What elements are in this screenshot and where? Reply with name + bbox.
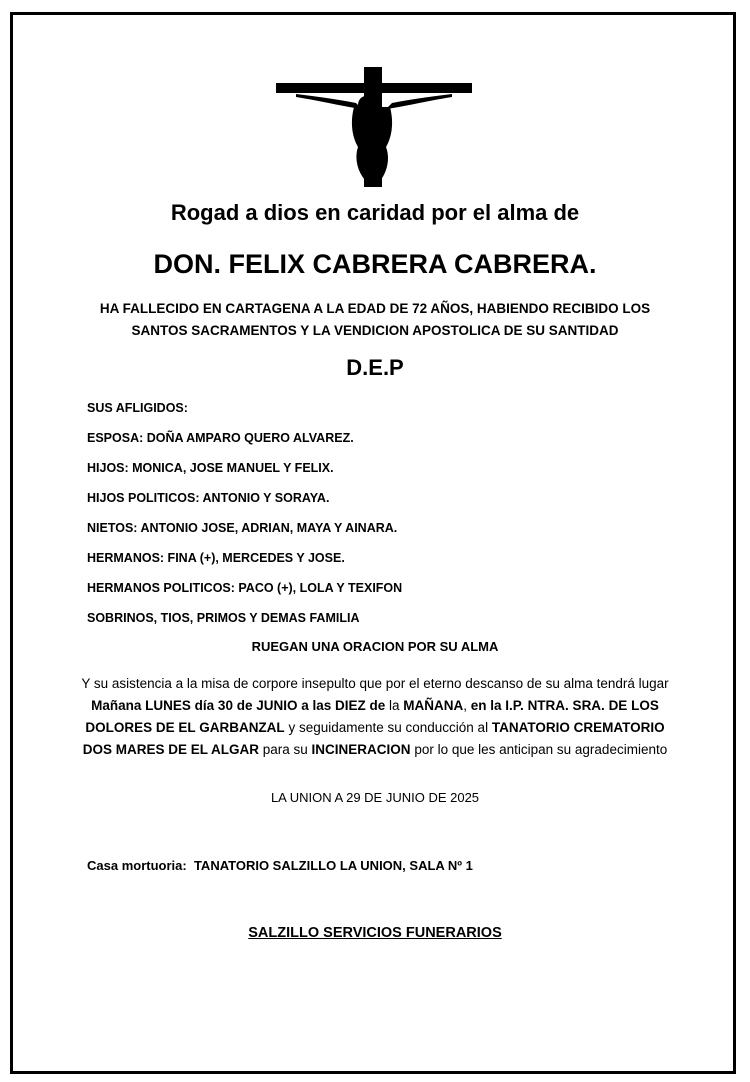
crucifix-icon xyxy=(276,67,472,187)
list-item: HERMANOS POLITICOS: PACO (+), LOLA Y TEXIFON xyxy=(87,581,403,595)
announcement-line: HA FALLECIDO EN CARTAGENA A LA EDAD DE 72 AÑOS, HABIENDO RECIBIDO LOS xyxy=(99,301,651,316)
deceased-name: DON. FELIX CABRERA CABRERA. xyxy=(153,249,597,279)
list-item: ESPOSA: DOÑA AMPARO QUERO ALVAREZ. xyxy=(87,431,354,445)
mortuary-value: TANATORIO SALZILLO LA UNION, SALA Nº 1 xyxy=(193,858,473,873)
list-item: HIJOS: MONICA, JOSE MANUEL Y FELIX. xyxy=(87,461,334,475)
family-list xyxy=(87,398,402,638)
list-item: SUS AFLIGIDOS: xyxy=(87,401,188,415)
death-announcement xyxy=(20,298,730,342)
list-item: SOBRINOS, TIOS, PRIMOS Y DEMAS FAMILIA xyxy=(87,611,360,625)
announcement-line: SANTOS SACRAMENTOS Y LA VENDICION APOSTOLICA DE SU SANTIDAD xyxy=(131,323,619,338)
list-item: HERMANOS: FINA (+), MERCEDES Y JOSE. xyxy=(87,551,345,565)
mass-details: Y su asistencia a la misa de corpore insepulto que por el eterno descanso de su alma tendrá lugar Mañana LUNES día 30 de JUNIO a las DIEZ de la MAÑANA, en la I.P. NTRA. SRA. DE LOS DOLORES DE EL GARBANZAL y seguidamente su conducción al TANATORIO CREMATORIO DOS MARES DE EL ALGAR para su INCINERACION por lo que les anticipan su agradecimiento xyxy=(81,676,669,757)
funeral-home-name: SALZILLO SERVICIOS FUNERARIOS xyxy=(248,925,502,941)
prayer-request: RUEGAN UNA ORACION POR SU ALMA xyxy=(251,639,499,654)
dep-heading: D.E.P xyxy=(346,355,404,380)
list-item: NIETOS: ANTONIO JOSE, ADRIAN, MAYA Y AINARA. xyxy=(87,521,398,535)
list-item: HIJOS POLITICOS: ANTONIO Y SORAYA. xyxy=(87,491,330,505)
mortuary-label: Casa mortuoria xyxy=(87,858,183,873)
headline: Rogad a dios en caridad por el alma de xyxy=(170,200,580,225)
notice-date: LA UNION A 29 DE JUNIO DE 2025 xyxy=(270,790,480,805)
mortuary-location: Casa mortuoria: TANATORIO SALZILLO LA UNION, SALA Nº 1 xyxy=(87,858,473,873)
